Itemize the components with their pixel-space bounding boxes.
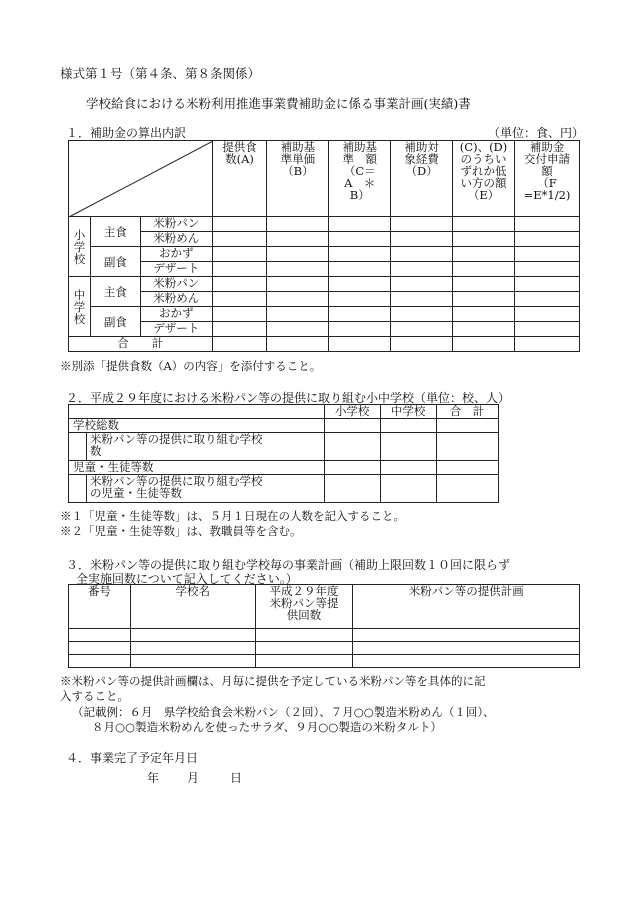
- section1-note: ※別添「提供食数（A）の内容」を添付すること。: [60, 359, 322, 373]
- header-subsidy-request: 補助金 交付申請 額 （F =E*1/2): [514, 141, 579, 217]
- item-label: 米粉めん: [140, 292, 212, 307]
- item-label: 米粉パン: [140, 277, 212, 292]
- col-middle: 中学校: [380, 405, 436, 419]
- col-provision-count: 平成２９年度 米粉パン等提 供回数: [255, 585, 353, 629]
- item-label: デザート: [140, 322, 212, 337]
- meal-type-main: 主食: [90, 277, 140, 307]
- section3-title-line2: 全実施回数について記入してください。）: [76, 572, 298, 586]
- section2-note2: ※２「児童・生徒等数」は、教職員等を含む。: [60, 524, 302, 538]
- header-lower-amount: (C)、(D) のうちい ずれか低 い方の額 （E）: [453, 141, 515, 217]
- meal-type-side: 副食: [90, 247, 140, 277]
- col-provision-plan: 米粉パン等の提供計画: [353, 585, 580, 629]
- completion-year-label: 年: [147, 771, 160, 785]
- header-provided-meals: 提供食 数(A): [212, 141, 267, 217]
- section1-title: １．補助金の算出内訳: [66, 126, 187, 140]
- completion-month-label: 月: [187, 771, 200, 785]
- row-students: 児童・生徒等数: [69, 461, 325, 475]
- section2-title: ２．平成２９年度における米粉パン等の提供に取り組む小中学校（単位：校、人）: [66, 391, 511, 405]
- meal-type-side: 副食: [90, 307, 140, 337]
- diagonal-line: [69, 141, 213, 217]
- total-label: 合 計: [69, 337, 213, 352]
- col-number: 番号: [69, 585, 131, 629]
- row-students-participating: 米粉パン等の提供に取り組む学校 の児童・生徒等数: [86, 475, 324, 503]
- item-label: おかず: [140, 307, 212, 322]
- diagonal-header-cell: [69, 141, 213, 217]
- item-label: デザート: [140, 262, 212, 277]
- plan-table: [68, 584, 580, 668]
- section3-title-line1: ３．米粉パン等の提供に取り組む学校毎の事業計画（補助上限回数１０回に限らず: [66, 558, 511, 572]
- section1-unit: （単位：食、円）: [488, 126, 585, 140]
- header-unit-price: 補助基 準単価 （B）: [267, 141, 329, 217]
- header-eligible-cost: 補助対 象経費 （D）: [391, 141, 453, 217]
- section4-title: ４．事業完了予定年月日: [66, 751, 199, 765]
- completion-day-label: 日: [230, 771, 243, 785]
- form-number: 様式第１号（第４条、第８条関係）: [60, 66, 261, 81]
- section2-note1: ※１「児童・生徒等数」は、５月１日現在の人数を記入すること。: [60, 509, 405, 523]
- row-school-participating: 米粉パン等の提供に取り組む学校 数: [86, 433, 324, 461]
- section3-example-line1: （記載例：６月 県学校給食会米粉パン（２回）、７月○○製造米粉めん（１回）、: [72, 705, 495, 719]
- item-label: おかず: [140, 247, 212, 262]
- document-title: 学校給食における米粉利用推進事業費補助金に係る事業計画(実績)書: [86, 96, 471, 111]
- header-standard-amount: 補助基 準 額 （C＝ A ＊ B）: [329, 141, 391, 217]
- school-label-middle: 中 学 校: [69, 277, 91, 337]
- school-label-elementary: 小 学 校: [69, 217, 91, 277]
- row-school-total: 学校総数: [69, 419, 325, 433]
- col-school-name: 学校名: [130, 585, 255, 629]
- col-elementary: 小学校: [324, 405, 380, 419]
- calculation-table: [68, 140, 580, 352]
- section3-note-line2: 入すること。: [60, 689, 129, 703]
- item-label: 米粉めん: [140, 232, 212, 247]
- section3-note-line1: ※米粉パン等の提供計画欄は、月毎に提供を予定している米粉パン等を具体的に記: [60, 674, 486, 688]
- section3-example-line2: ８月○○製造米粉めんを使ったサラダ、９月○○製造の米粉タルト）: [92, 720, 442, 734]
- schools-table: [68, 404, 580, 503]
- item-label: 米粉パン: [140, 217, 212, 232]
- col-total: 合 計: [436, 405, 498, 419]
- meal-type-main: 主食: [90, 217, 140, 247]
